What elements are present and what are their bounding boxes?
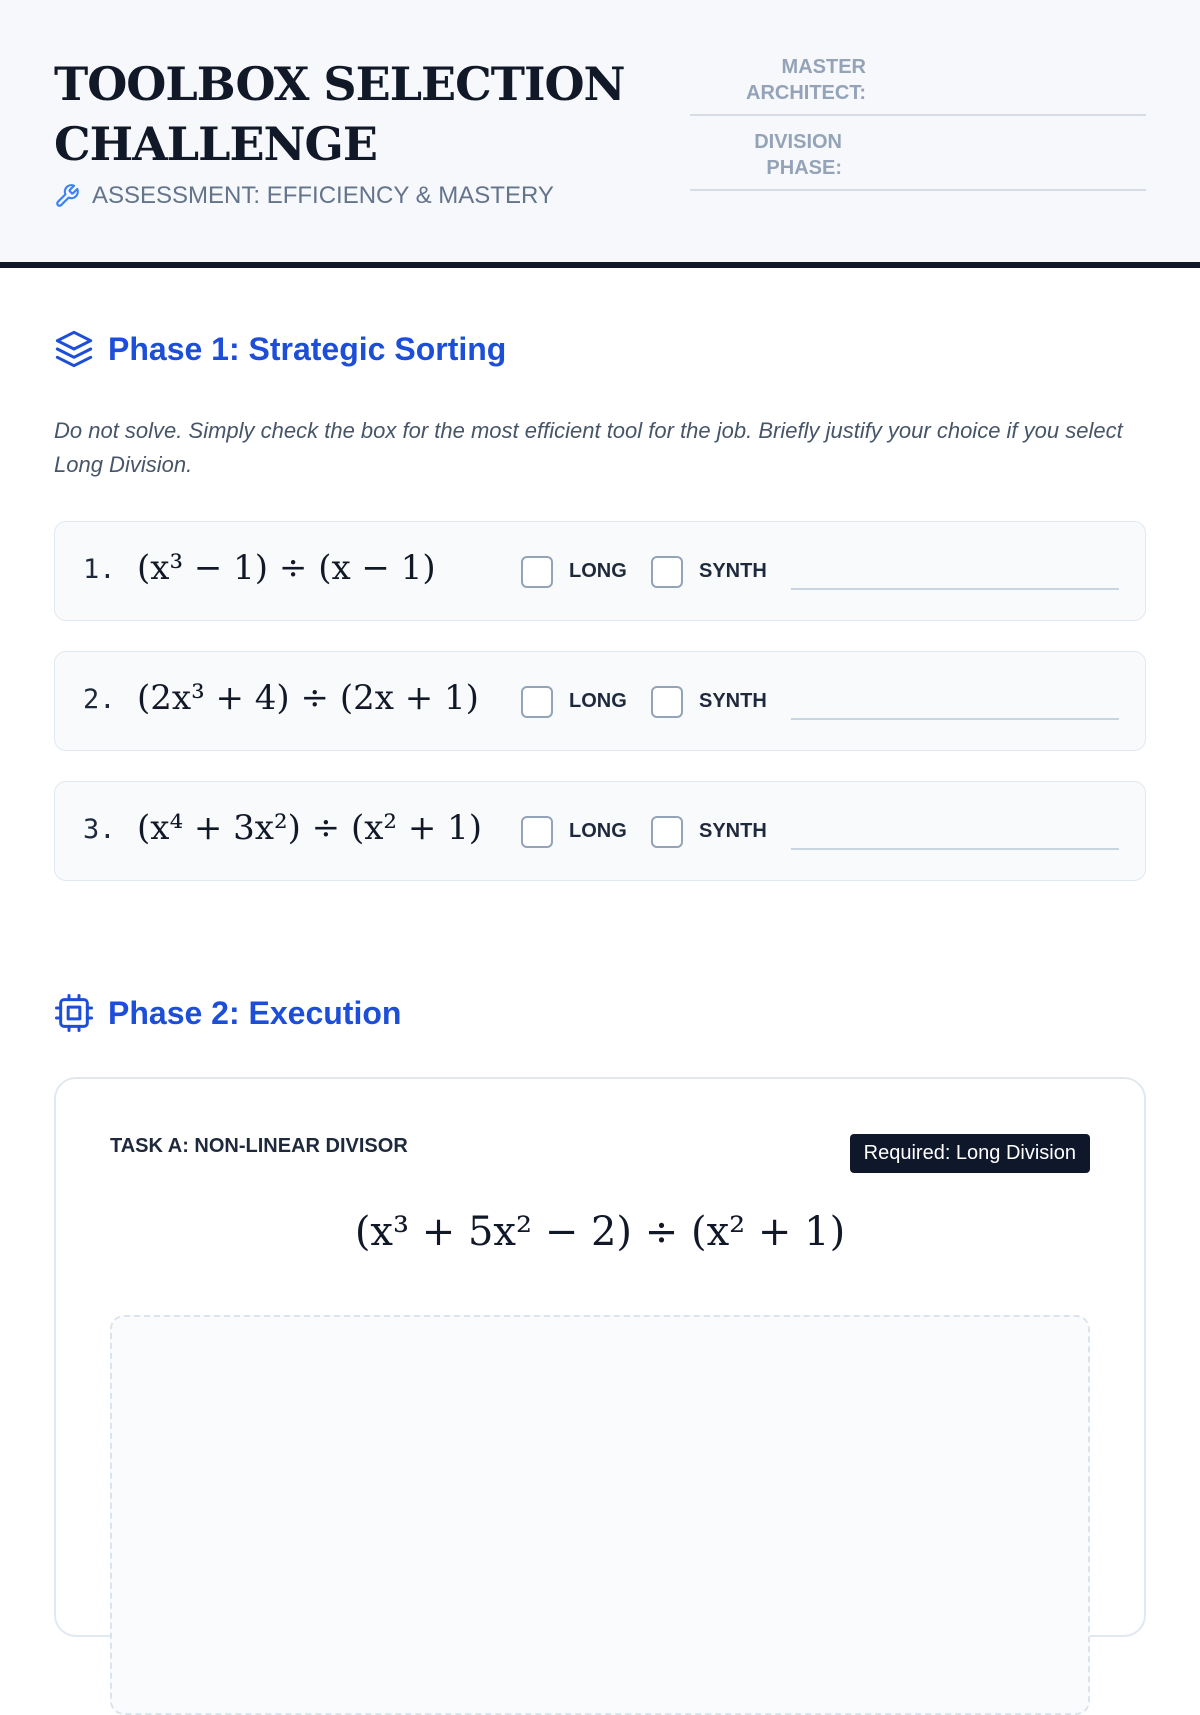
problem-card-2 <box>54 651 1146 751</box>
phase1-heading <box>54 329 506 369</box>
synth-label: SYNTH <box>699 820 767 842</box>
task-label: TASK A: NON-LINEAR DIVISOR <box>110 1135 408 1157</box>
problem-number: 1. <box>83 554 116 585</box>
subtitle-text: ASSESSMENT: EFFICIENCY & MASTERY <box>92 182 554 209</box>
problem-expression: (2x³ + 4) ÷ (2x + 1) <box>137 678 479 718</box>
synth-label: SYNTH <box>699 690 767 712</box>
phase2-title: Phase 2: Execution <box>108 994 402 1031</box>
phase2-heading <box>54 993 401 1033</box>
long-label: LONG <box>569 560 627 582</box>
phase1-instructions: Do not solve. Simply check the box for the most efficient tool for the job. Briefly justify your choice if you select Long Division. <box>54 418 1123 477</box>
problem-expression: (x⁴ + 3x²) ÷ (x² + 1) <box>137 808 483 848</box>
problem-card-1 <box>54 521 1146 621</box>
synthetic-division-checkbox[interactable] <box>651 686 683 718</box>
problem-number: 3. <box>83 814 116 845</box>
synthetic-division-checkbox[interactable] <box>651 816 683 848</box>
justification-input[interactable] <box>791 572 1119 590</box>
required-method-badge: Required: Long Division <box>850 1134 1090 1173</box>
worksheet-subtitle <box>54 182 554 210</box>
phase1-title: Phase 1: Strategic Sorting <box>108 330 507 367</box>
problem-expression: (x³ − 1) ÷ (x − 1) <box>137 548 436 588</box>
master-architect-label: MASTER ARCHITECT: <box>746 56 866 104</box>
division-phase-label: DIVISION PHASE: <box>754 131 842 179</box>
task-expression: (x³ + 5x² − 2) ÷ (x² + 1) <box>354 1209 846 1255</box>
long-division-checkbox[interactable] <box>521 686 553 718</box>
problem-number: 2. <box>83 684 116 715</box>
long-division-checkbox[interactable] <box>521 816 553 848</box>
justification-input[interactable] <box>791 702 1119 720</box>
layers-icon <box>54 329 94 369</box>
worksheet-header <box>0 0 1200 268</box>
division-phase-field[interactable] <box>690 129 1146 191</box>
justification-input[interactable] <box>791 832 1119 850</box>
synthetic-division-checkbox[interactable] <box>651 556 683 588</box>
master-architect-field[interactable] <box>690 54 1146 116</box>
problem-card-3 <box>54 781 1146 881</box>
wrench-icon <box>54 183 80 209</box>
task-a-card <box>54 1077 1146 1637</box>
worksheet-title: TOOLBOX SELECTION CHALLENGE <box>54 57 625 171</box>
synth-label: SYNTH <box>699 560 767 582</box>
long-label: LONG <box>569 690 627 712</box>
work-area[interactable] <box>110 1315 1090 1715</box>
cpu-icon <box>54 993 94 1033</box>
long-division-checkbox[interactable] <box>521 556 553 588</box>
long-label: LONG <box>569 820 627 842</box>
